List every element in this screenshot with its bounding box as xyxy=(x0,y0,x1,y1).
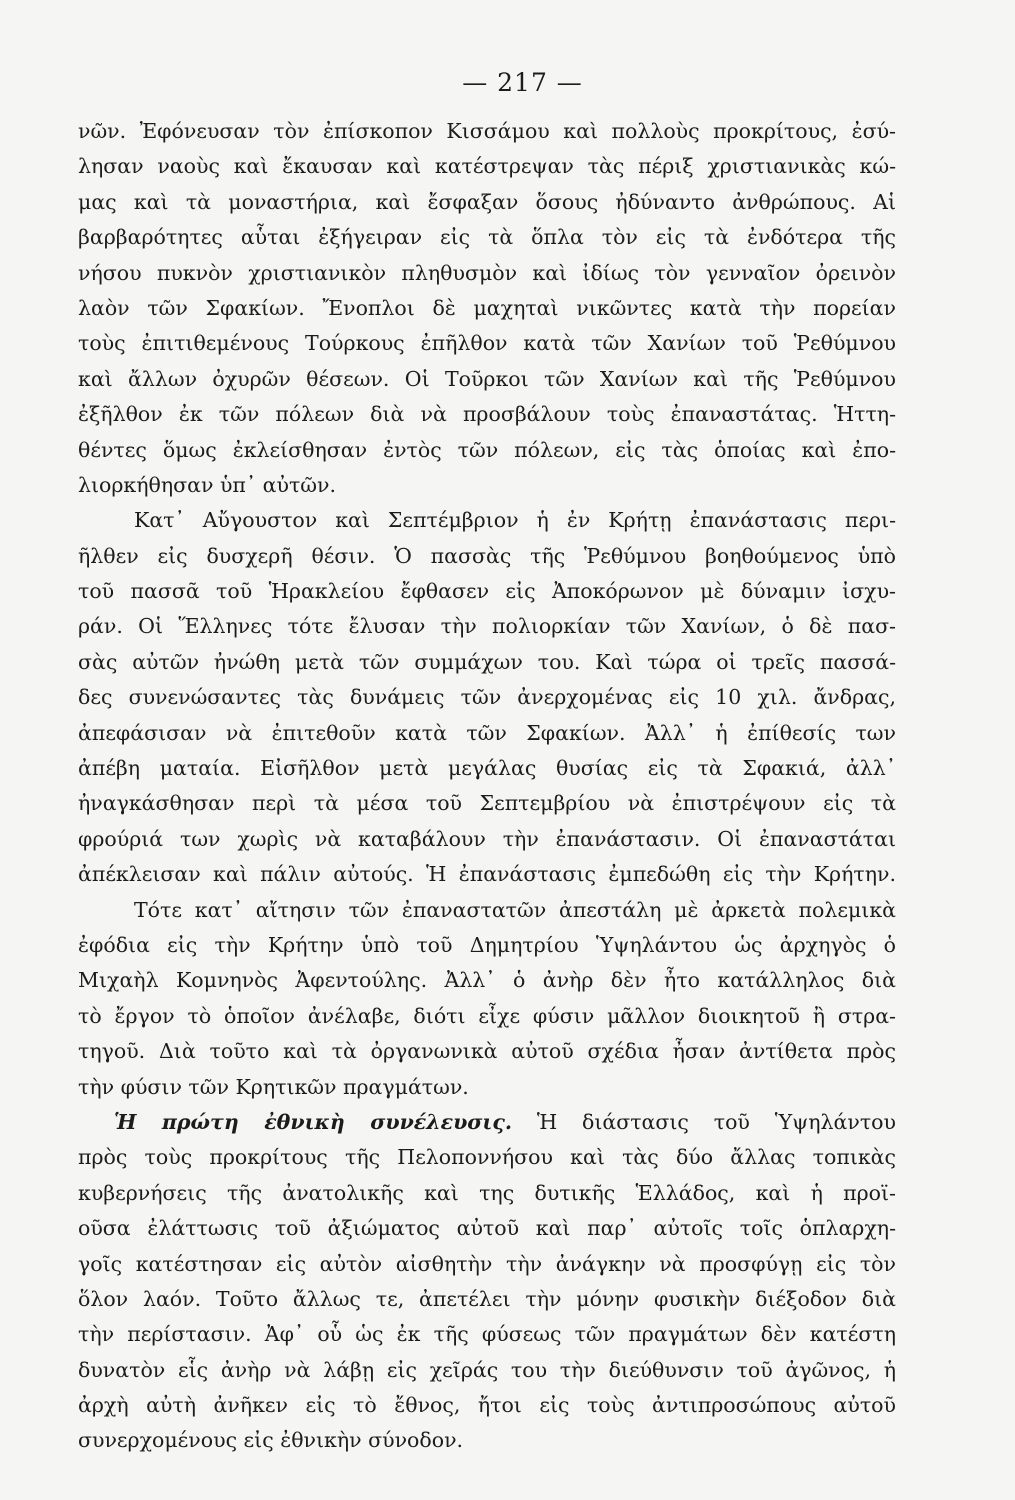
text-line: δες συνενώσαντες τὰς δυνάμεις τῶν ἀνερχομένας εἰς 10 χιλ. ἄνδρας, xyxy=(78,685,896,710)
text-line: Μιχαὴλ Κομνηνὸς Ἀφεντούλης. Ἀλλ᾽ ὁ ἀνὴρ δὲν ἦτο κατάλληλος διὰ xyxy=(78,968,896,993)
text-line: τοῦ πασσᾶ τοῦ Ἡρακλείου ἔφθασεν εἰς Ἀποκόρωνον μὲ δύναμιν ἰσχυ- xyxy=(78,579,896,604)
text-line: Κατ᾽ Αὔγουστον καὶ Σεπτέμβριον ἡ ἐν Κρήτῃ ἐπανάστασις περι- xyxy=(134,508,896,533)
text-line: νῶν. Ἐφόνευσαν τὸν ἐπίσκοπον Κισσάμου καὶ πολλοὺς προκρίτους, ἐσύ- xyxy=(78,119,896,143)
section-heading-line xyxy=(78,1105,896,1140)
text-line: πρὸς τοὺς προκρίτους τῆς Πελοποννήσου καὶ τὰς δύο ἄλλας τοπικὰς xyxy=(78,1145,896,1170)
text-line: ἀπέκλεισαν καὶ πάλιν αὐτούς. Ἡ ἐπανάστασις ἐμπεδώθη εἰς τὴν Κρήτην. xyxy=(78,862,896,887)
text-line: γοῖς κατέστησαν εἰς αὐτὸν αἰσθητὴν τὴν ἀνάγκην νὰ προσφύγῃ εἰς τὸν xyxy=(78,1251,896,1276)
text-line: τὸ ἔργον τὸ ὁποῖον ἀνέλαβε, διότι εἶχε φύσιν μᾶλλον διοικητοῦ ἢ στρα- xyxy=(78,1003,896,1028)
text-line: ἀρχὴ αὐτὴ ἀνῆκεν εἰς τὸ ἔθνος, ἤτοι εἰς τοὺς ἀντιπροσώπους αὐτοῦ xyxy=(78,1393,896,1418)
text-line: σὰς αὐτῶν ἠνώθη μετὰ τῶν συμμάχων του. Καὶ τώρα οἱ τρεῖς πασσά- xyxy=(78,649,896,674)
text-line: ὅλον λαόν. Τοῦτο ἄλλως τε, ἀπετέλει τὴν μόνην φυσικὴν διέξοδον διὰ xyxy=(78,1286,896,1311)
text-line: ἐφόδια εἰς τὴν Κρήτην ὑπὸ τοῦ Δημητρίου Ὑψηλάντου ὡς ἀρχηγὸς ὁ xyxy=(78,932,896,957)
text-line: οῦσα ἐλάττωσις τοῦ ἀξιώματος αὐτοῦ καὶ παρ᾽ αὐτοῖς τοῖς ὁπλαρχη- xyxy=(78,1216,896,1241)
body-text xyxy=(78,114,896,1459)
text-line: ἠναγκάσθησαν περὶ τὰ μέσα τοῦ Σεπτεμβρίου νὰ ἐπιστρέψουν εἰς τὰ xyxy=(78,791,896,816)
page-number: — 217 — xyxy=(462,68,583,97)
text-line: τοὺς ἐπιτιθεμένους Τούρκους ἐπῆλθον κατὰ τῶν Χανίων τοῦ Ῥεθύμνου xyxy=(78,331,896,356)
text-line: ἀπέβη ματαία. Εἰσῆλθον μετὰ μεγάλας θυσίας εἰς τὰ Σφακιά, ἀλλ᾽ xyxy=(78,756,896,781)
text-line: λησαν ναοὺς καὶ ἔκαυσαν καὶ κατέστρεψαν τὰς πέριξ χριστιανικὰς κώ- xyxy=(78,154,896,179)
text-line: τὴν περίστασιν. Ἀφ᾽ οὗ ὡς ἐκ τῆς φύσεως τῶν πραγμάτων δὲν κατέστη xyxy=(78,1322,896,1347)
heading-line-text: Ἡ διάστασις τοῦ Ὑψηλάντου xyxy=(536,1109,896,1134)
text-line: δυνατὸν εἷς ἀνὴρ νὰ λάβῃ εἰς χεῖράς του τὴν διεύθυνσιν τοῦ ἀγῶνος, ἡ xyxy=(78,1357,896,1382)
text-line: μας καὶ τὰ μοναστήρια, καὶ ἔσφαξαν ὅσους ἠδύναντο ἀνθρώπους. Αἱ xyxy=(78,189,896,214)
text-line: ῆλθεν εἰς δυσχερῆ θέσιν. Ὁ πασσὰς τῆς Ῥεθύμνου βοηθούμενος ὑπὸ xyxy=(78,543,896,568)
text-line: ἀπεφάσισαν νὰ ἐπιτεθοῦν κατὰ τῶν Σφακίων. Ἀλλ᾽ ἡ ἐπίθεσίς των xyxy=(78,720,896,745)
text-line: βαρβαρότητες αὗται ἐξήγειραν εἰς τὰ ὅπλα τὸν εἰς τὰ ἐνδότερα τῆς xyxy=(78,225,896,250)
text-line: λαὸν τῶν Σφακίων. Ἔνοπλοι δὲ μαχηταὶ νικῶντες κατὰ τὴν πορείαν xyxy=(78,295,896,320)
text-line: καὶ ἄλλων ὀχυρῶν θέσεων. Οἱ Τοῦρκοι τῶν Χανίων καὶ τῆς Ῥεθύμνου xyxy=(78,366,896,391)
text-line: λιορκήθησαν ὑπ᾽ αὐτῶν. xyxy=(78,472,337,497)
text-line: τὴν φύσιν τῶν Κρητικῶν πραγμάτων. xyxy=(78,1074,469,1099)
text-line: κυβερνήσεις τῆς ἀνατολικῆς καὶ της δυτικῆς Ἑλλάδος, καὶ ἡ προϊ- xyxy=(78,1180,896,1205)
text-line: ἐξῆλθον ἐκ τῶν πόλεων διὰ νὰ προσβάλουν τοὺς ἐπαναστάτας. Ἡττη- xyxy=(78,402,896,427)
text-line: Τότε κατ᾽ αἴτησιν τῶν ἐπαναστατῶν ἀπεστάλη μὲ ἀρκετὰ πολεμικὰ xyxy=(134,897,896,922)
text-line: τηγοῦ. Διὰ τοῦτο καὶ τὰ ὀργανωνικὰ αὐτοῦ σχέδια ἦσαν ἀντίθετα πρὸς xyxy=(78,1039,896,1064)
text-line: ράν. Οἱ Ἕλληνες τότε ἔλυσαν τὴν πολιορκίαν τῶν Χανίων, ὁ δὲ πασ- xyxy=(78,614,896,639)
section-heading: Ἡ πρώτη ἐθνικὴ συνέλευσις. xyxy=(114,1109,512,1134)
text-line: φρούριά των χωρὶς νὰ καταβάλουν τὴν ἐπανάστασιν. Οἱ ἐπαναστάται xyxy=(78,826,896,851)
text-line: συνερχομένους εἰς ἐθνικὴν σύνοδον. xyxy=(78,1428,464,1453)
text-line: θέντες ὅμως ἐκλείσθησαν ἐντὸς τῶν πόλεων, εἰς τὰς ὁποίας καὶ ἐπο- xyxy=(78,437,896,462)
text-line: νήσου πυκνὸν χριστιανικὸν πληθυσμὸν καὶ ἰδίως τὸν γενναῖον ὀρεινὸν xyxy=(78,260,896,285)
